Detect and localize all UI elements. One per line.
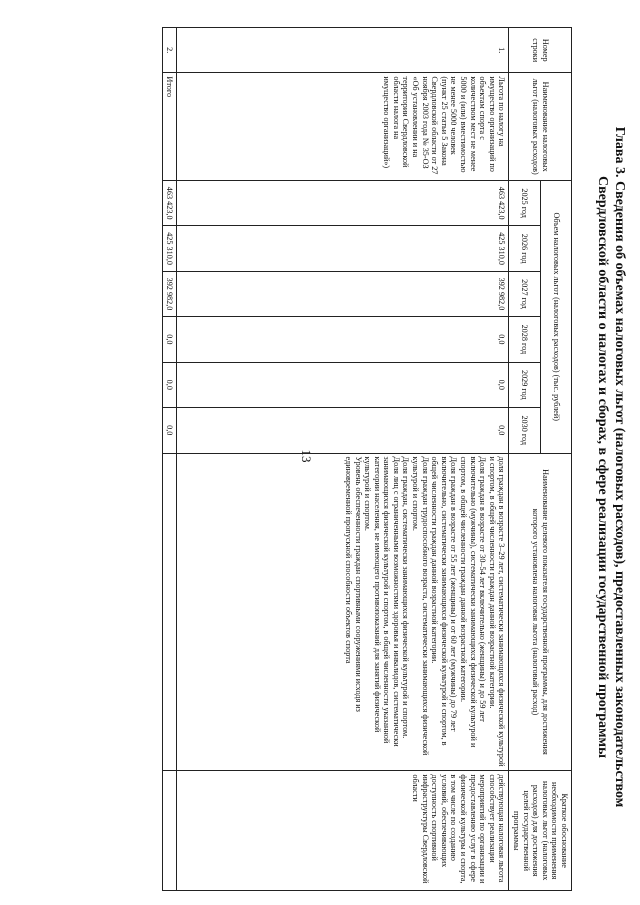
table-row-total	[162, 28, 177, 891]
chapter-title-line-2: Свердловской области о налогах и сборах, в сфере реализации государственной программы	[595, 175, 610, 759]
total-2029-cell: 0,0	[162, 362, 177, 407]
total-label-cell: Итого	[162, 73, 177, 181]
table-row	[177, 28, 509, 891]
value-2027-cell: 392 982,0	[177, 271, 509, 316]
value-2026-cell: 425 310,0	[177, 226, 509, 271]
indicator-item: Доля лиц с ограниченными возможностями здоровья и инвалидов, систематически занимающихся физической культурой и спортом, в общей численности указанной категории населения, не имеющего противопоказаний для занятий физической культурой и спортом.	[363, 456, 401, 747]
indicator-item: Уровень обеспеченности граждан спортивными сооружениями исходя из единовременной пропускной способности объектов спорта	[343, 456, 363, 712]
header-name: Наименование налоговых льгот (налоговых расходов)	[509, 73, 572, 181]
header-year-2029: 2029 год	[509, 362, 540, 407]
indicator-item: Доля граждан в возрасте от 55 лет (женщины) и от 60 лет (мужчины) до 79 лет включительно, систематически занимающихся физической культурой и спортом, в общей численности граждан данной возрастной категории.	[430, 456, 459, 746]
header-indicator: Наименование целевого показателя государственной программы, для достижения которого установлена налоговая льгота (налоговый расход)	[509, 453, 572, 771]
indicator-cell	[177, 453, 509, 771]
value-2029-cell: 0,0	[177, 362, 509, 407]
total-justification-cell	[162, 771, 177, 891]
value-2028-cell: 0,0	[177, 317, 509, 362]
total-2027-cell: 392 982,0	[162, 271, 177, 316]
justification-cell: действующая налоговая льгота способствует реализации мероприятий по организации и предоставлению услуг в сфере физической культуры и спорта, в том числе по созданию условий, обеспечивающих доступность спортивной инфраструктуры Свердловской области	[177, 771, 509, 891]
row-number-cell: 2.	[162, 28, 177, 73]
document-sheet	[103, 27, 628, 891]
total-2030-cell: 0,0	[162, 408, 177, 454]
header-year-2025: 2025 год	[509, 180, 540, 225]
header-year-2026: 2026 год	[509, 226, 540, 271]
tax-benefits-table	[162, 27, 572, 891]
header-row-no: Номер строки	[509, 28, 572, 73]
indicator-item: доля граждан в возрасте 3–29 лет, систематически занимающихся физической культурой и спортом, в общей численности граждан данной возрастной категории.	[487, 456, 507, 767]
header-year-2027: 2027 год	[509, 271, 540, 316]
benefit-name-cell: Льгота по налогу на имущество организаций по объектам спорта с количеством мест не менее 5000 и (или) вместимостью не менее 5000 человек (пункт 25 статьи 5 Закона Свердловской области от 27 ноября 2003 года № 35-ОЗ «Об установлении и на территории Свердловской области налога на имущество организаций»)	[177, 73, 509, 181]
row-number-cell: 1.	[177, 28, 509, 73]
header-row-1	[540, 28, 571, 891]
header-year-2030: 2030 год	[509, 408, 540, 454]
indicator-item: Доля граждан трудоспособного возраста, систематически занимающихся физической культурой и спортом.	[411, 456, 430, 756]
header-justification: Краткое обоснование необходимости применения налоговых льгот (налоговых расходов) для достижения целей государственной программы	[509, 771, 572, 891]
chapter-title-line-1: Глава 3. Сведения об объемах налоговых льгот (налоговых расходов), предоставленных законодательством	[612, 126, 627, 808]
value-2030-cell: 0,0	[177, 408, 509, 454]
value-2025-cell: 463 423,0	[177, 180, 509, 225]
indicator-item: Доля граждан в возрасте от 30–54 лет включительно (женщины) и до 59 лет включительно (мужчины), систематически занимающихся физической культурой и спортом, в общей численности граждан данной возрастной категории.	[459, 456, 488, 748]
chapter-title	[580, 67, 628, 867]
header-year-2028: 2028 год	[509, 317, 540, 362]
total-indicator-cell	[162, 453, 177, 771]
total-2028-cell: 0,0	[162, 317, 177, 362]
indicator-item: Доля граждан, систематически занимающихся физической культурой и спортом.	[401, 456, 411, 739]
header-volume-group: Объем налоговых льгот (налоговых расходов) (тыс. рублей)	[540, 180, 571, 453]
total-2026-cell: 425 310,0	[162, 226, 177, 271]
total-2025-cell: 463 423,0	[162, 180, 177, 225]
page-number: 13	[299, 449, 314, 463]
